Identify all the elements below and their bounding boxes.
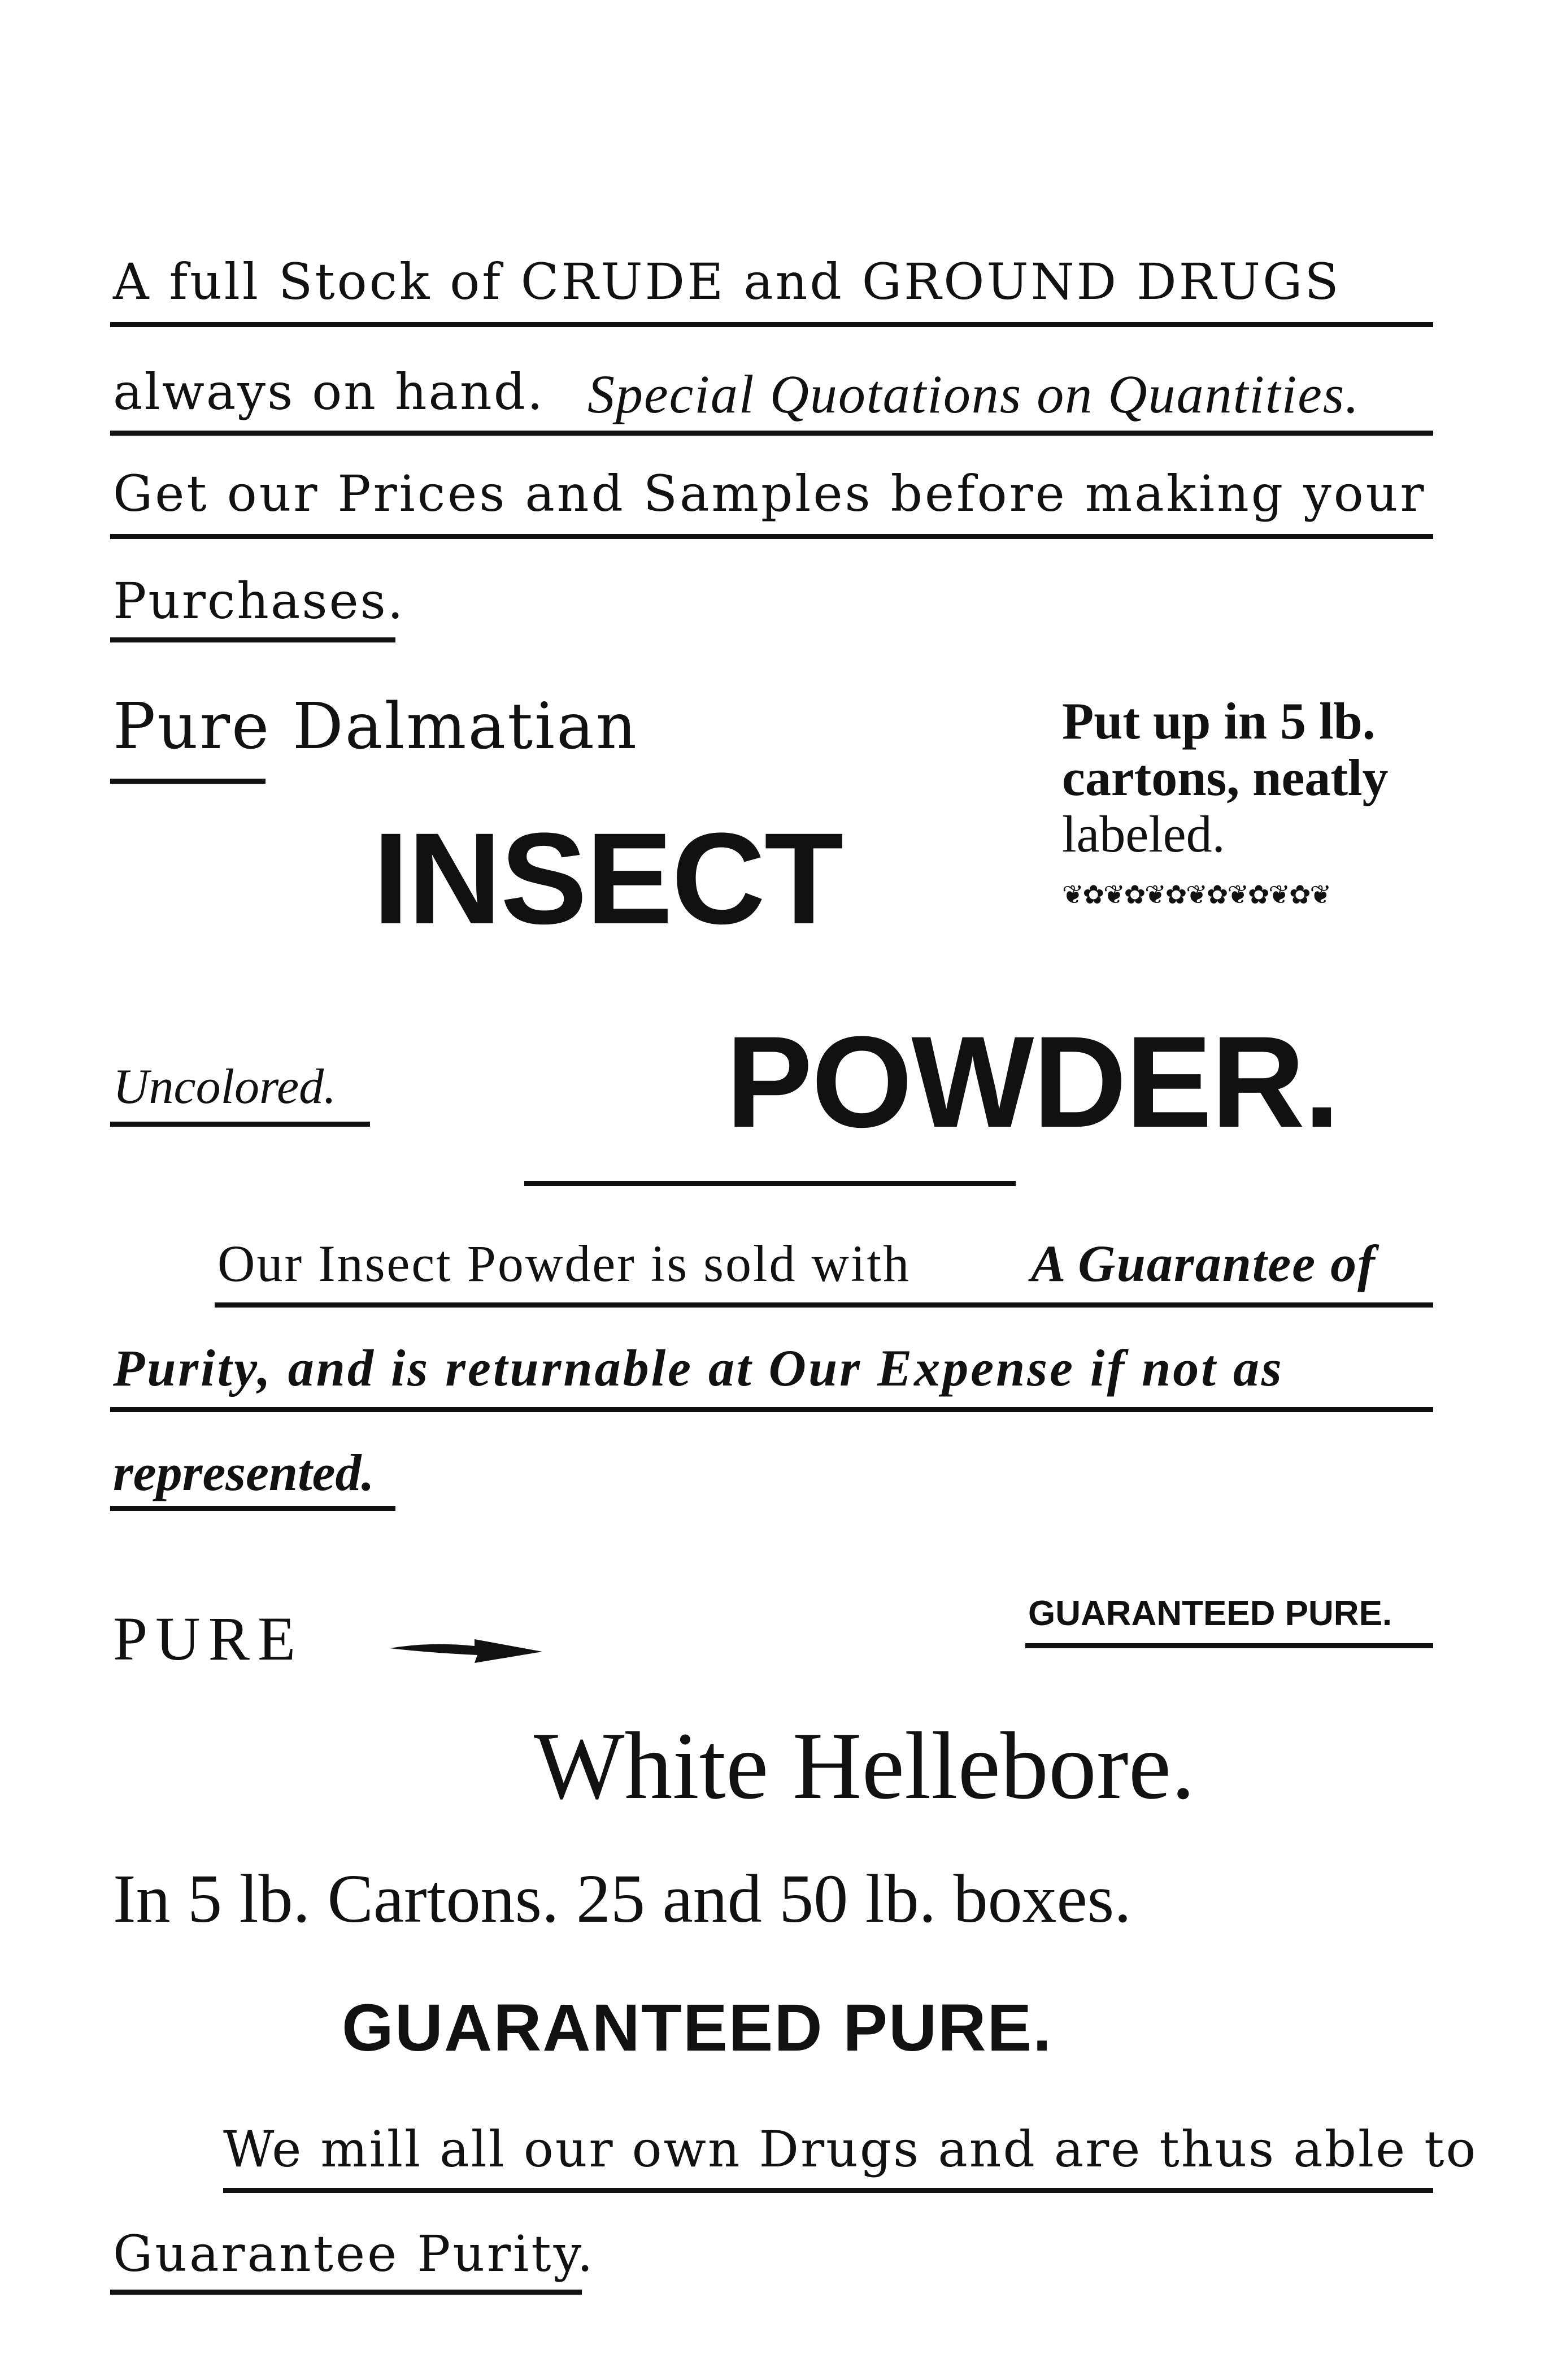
guarantee-line-1-italic: A Guarantee of: [1031, 1235, 1376, 1292]
guaranteed-pure-large: GUARANTEED PURE.: [342, 1991, 1052, 2065]
rule-guarantee-2: [110, 1407, 1433, 1412]
rule-intro-2: [110, 431, 1433, 436]
intro-line-1: A full Stock of CRUDE and GROUND DRUGS: [113, 253, 1341, 311]
intro-line-3: Get our Prices and Samples before making your: [113, 464, 1426, 523]
side-note-line-1: Put up in 5 lb.: [1062, 692, 1376, 750]
rule-closing-2: [110, 2290, 582, 2295]
rule-uncolored: [110, 1122, 370, 1127]
guaranteed-pure-small: GUARANTEED PURE.: [1028, 1594, 1392, 1633]
section-divider: [524, 1181, 1016, 1186]
pure-label: PURE: [113, 1604, 304, 1673]
intro-line-2-italic: Special Quotations on Quantities.: [587, 364, 1360, 424]
intro-line-2-normal: always on hand.: [113, 363, 545, 421]
rule-pure: [110, 779, 266, 784]
intro-line-4: Purchases.: [113, 572, 405, 630]
pointing-arrow-icon: [390, 1636, 542, 1670]
ornamental-border: ❦✿❦✿❦✿❦✿❦✿❦✿❦: [1062, 879, 1331, 910]
side-note-line-3: labeled.: [1062, 805, 1225, 863]
guarantee-line-2: Purity, and is returnable at Our Expense if not as: [113, 1339, 1284, 1397]
powder-title: POWDER.: [726, 1009, 1339, 1154]
rule-guaranteed-small: [1025, 1643, 1433, 1648]
guarantee-line-1-normal: Our Insect Powder is sold with: [217, 1235, 911, 1292]
rule-intro-1: [110, 322, 1433, 327]
closing-line-2: Guarantee Purity.: [113, 2225, 595, 2283]
rule-guarantee-3: [110, 1506, 395, 1511]
rule-guarantee-1: [215, 1302, 1433, 1308]
packaging-line: In 5 lb. Cartons. 25 and 50 lb. boxes.: [113, 1861, 1131, 1937]
guarantee-line-3: represented.: [113, 1444, 375, 1501]
rule-closing-1: [223, 2188, 1433, 2193]
rule-intro-4: [110, 637, 395, 642]
white-hellebore-title: White Hellebore.: [534, 1713, 1195, 1819]
closing-line-1: We mill all our own Drugs and are thus able to: [223, 2120, 1478, 2178]
pure-dalmatian: Pure Dalmatian: [113, 690, 639, 763]
insect-title: INSECT: [373, 806, 843, 951]
uncolored-label: Uncolored.: [113, 1059, 337, 1114]
side-note-line-2: cartons, neatly: [1062, 749, 1389, 806]
rule-intro-3: [110, 534, 1433, 539]
